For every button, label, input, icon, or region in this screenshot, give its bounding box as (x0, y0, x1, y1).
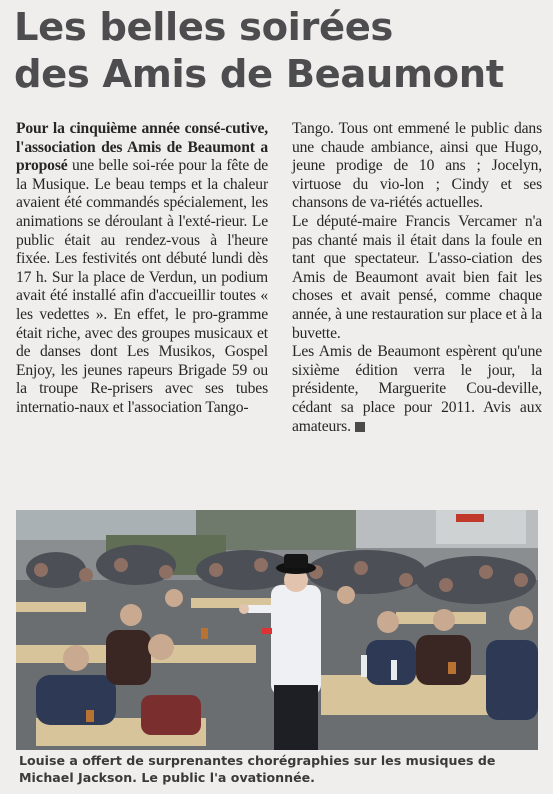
end-of-article-mark (355, 422, 365, 432)
article-paragraph-3 (292, 343, 542, 436)
article-paragraph-3-text: Les Amis de Beaumont espèrent qu'une sixième édition verra le jour, la présidente, Marguerite Cou-deville, cédant sa place pour 2011. Avis aux amateurs. (292, 343, 542, 435)
headline-line-1: Les belles soirées (14, 5, 393, 50)
article-paragraph-2: Le député-maire Francis Vercamer n'a pas chanté mais il était dans la foule en tant que spectateur. L'asso-ciation des Amis de Beaumont avait bien fait les choses et avait pensé, comme chaque année, à une restauration sur place et à la buvette. (292, 212, 542, 342)
article-paragraph (16, 120, 268, 418)
photo-caption: Louise a offert de surprenantes chorégraphies sur les musiques de Michael Jackson. Le public l'a ovationnée. (19, 753, 496, 785)
article-column-right (292, 120, 542, 436)
article-lead: Pour la cinquième année consé-cutive, l'association des Amis de Beaumont a proposé (16, 120, 268, 175)
article-left-body: une belle soi-rée pour la fête de la Musique. Le beau temps et la chaleur avaient été commandés spécialement, les animations se déroulant à l'exté-rieur. Le public était au rendez-vous à l'heure fixée. Les festivités ont débuté lundi dès 17 h. Sur la place de Verdun, un podium avait été installé afin d'accueillir toutes « les vedettes ». En effet, le pro-gramme était riche, avec des groupes musicaux et de danses dont Les Musikos, Gospel Enjoy, les jeunes rapeurs Brigade 59 ou la troupe Re-prisers avec ses tubes internatio-naux et l'association Tango- (16, 157, 268, 416)
event-photo (16, 510, 538, 750)
article-column-left (16, 120, 268, 418)
article-paragraph-1: Tango. Tous ont emmené le public dans une chaude ambiance, ainsi que Hugo, jeune prodige de 10 ans ; Jocelyn, virtuose du vio-lon ; Cindy et ses chansons de va-riétés actuelles. (292, 120, 542, 212)
headline (14, 4, 544, 98)
headline-line-2: des Amis de Beaumont (14, 52, 504, 97)
